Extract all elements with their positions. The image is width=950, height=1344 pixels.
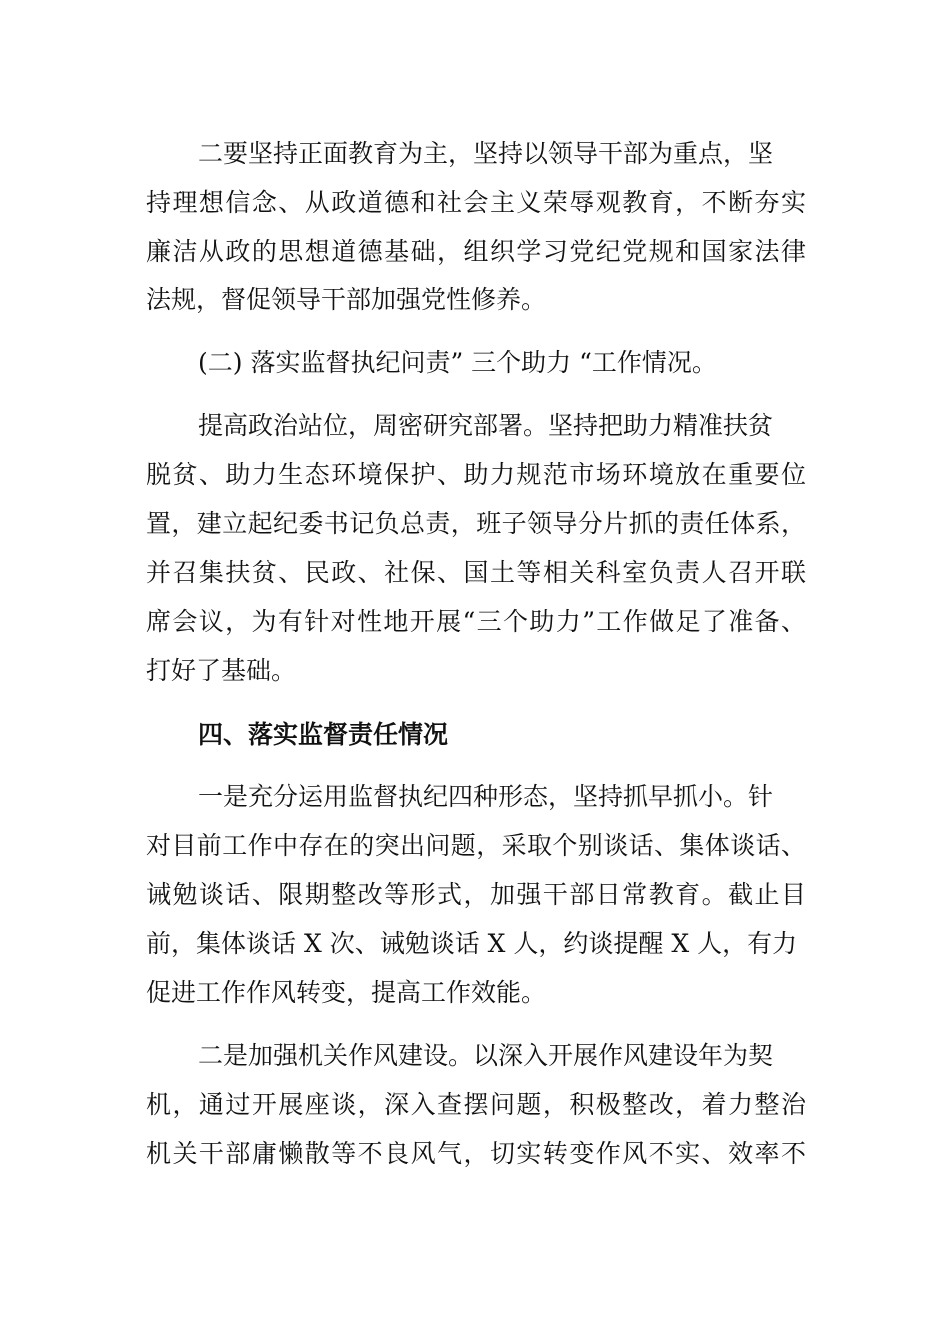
paragraph-line: 对目前工作中存在的突出问题，采取个别谈话、集体谈话、: [146, 831, 806, 860]
paragraph-line: 促进工作作风转变，提高工作效能。: [146, 978, 547, 1007]
paragraph-line: 席会议，为有针对性地开展“三个助力”工作做足了准备、: [146, 607, 806, 636]
paragraph-line: 置，建立起纪委书记负总责，班子领导分片抓的责任体系，: [146, 509, 806, 538]
paragraph-line: 一是充分运用监督执纪四种形态，坚持抓早抓小。针: [198, 782, 774, 811]
paragraph-line: 打好了基础。: [146, 656, 297, 685]
section-subheading: (二) 落实监督执纪问责” 三个助力 “工作情况。: [198, 348, 717, 377]
paragraph-line: 机，通过开展座谈，深入查摆问题，积极整改，着力整治: [146, 1090, 806, 1119]
paragraph-line: 廉洁从政的思想道德基础，组织学习党纪党规和国家法律: [146, 237, 806, 266]
paragraph-line: 前，集体谈话 X 次、诫勉谈话 X 人，约谈提醒 X 人，有力: [146, 929, 798, 958]
paragraph-line: 并召集扶贫、民政、社保、国土等相关科室负责人召开联: [146, 558, 806, 587]
paragraph-line: 法规，督促领导干部加强党性修养。: [146, 285, 547, 314]
paragraph-line: 持理想信念、从政道德和社会主义荣辱观教育，不断夯实: [146, 188, 806, 217]
paragraph-line: 脱贫、助力生态环境保护、助力规范市场环境放在重要位: [146, 460, 806, 489]
paragraph-line: 提高政治站位，周密研究部署。坚持把助力精准扶贫: [198, 411, 774, 440]
paragraph-line: 二是加强机关作风建设。以深入开展作风建设年为契: [198, 1041, 774, 1070]
section-heading: 四、落实监督责任情况: [198, 720, 449, 749]
paragraph-line: 二要坚持正面教育为主，坚持以领导干部为重点，坚: [198, 139, 774, 168]
paragraph-line: 机关干部庸懒散等不良风气，切实转变作风不实、效率不: [146, 1139, 806, 1168]
paragraph-line: 诫勉谈话、限期整改等形式，加强干部日常教育。截止目: [146, 880, 806, 909]
